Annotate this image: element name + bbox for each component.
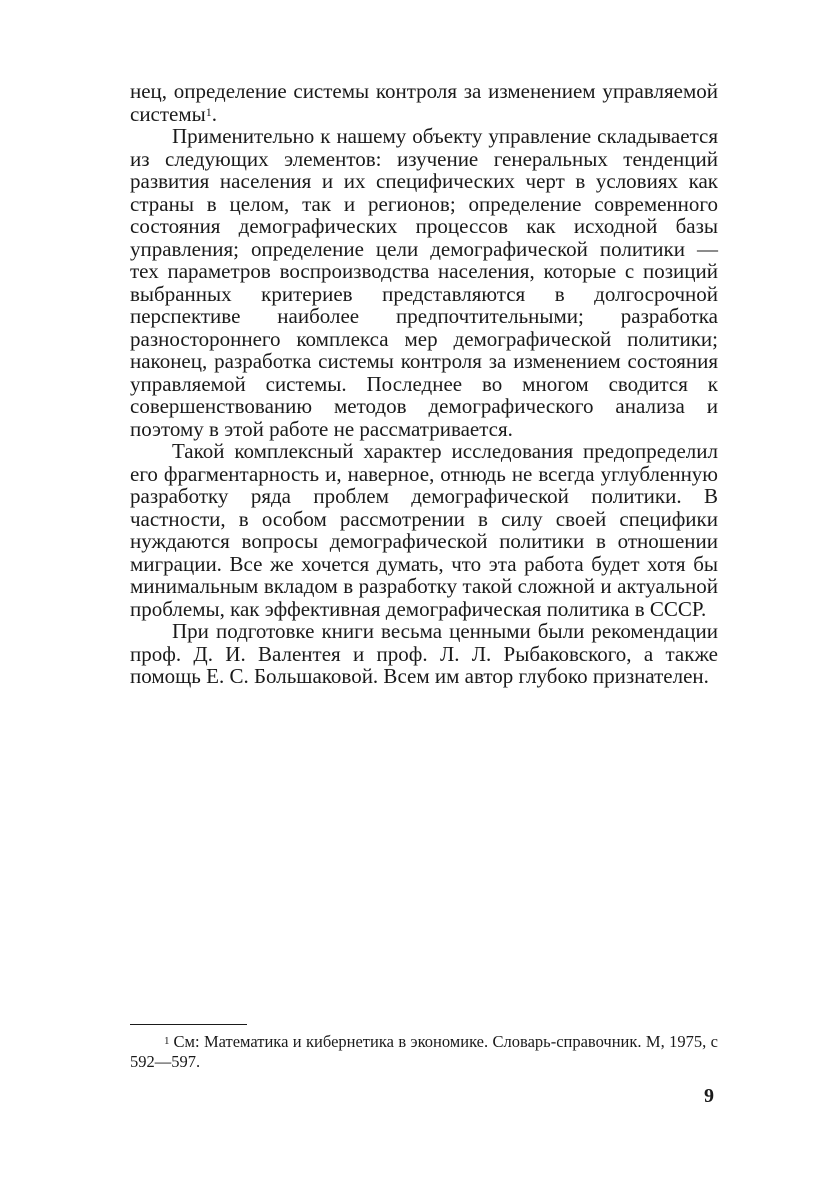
paragraph-3: Такой комплексный характер исследования предопределил его фрагментарность и, наверное, отнюдь не всегда углубленную разработку ряда проблем демографической политики. В частности, в особом рассмотрении в силу своей специфики нуждаются вопросы демографической политики в отношении миграции. Все же хочется думать, что эта работа будет хотя бы минимальным вкладом в разработку такой сложной и актуальной проблемы, как эффективная демографическая политика в СССР. bbox=[130, 439, 718, 621]
footnote bbox=[130, 1032, 718, 1072]
page-body bbox=[130, 80, 718, 688]
page-number: 9 bbox=[704, 1085, 714, 1107]
paragraph-4: При подготовке книги весьма ценными были рекомендации проф. Д. И. Валентея и проф. Л. Л. Рыбаковского, а также помощь Е. С. Большаковой. Всем им автор глубоко признателен. bbox=[130, 619, 718, 688]
paragraph-1-text: нец, определение системы контроля за изменением управляемой системы bbox=[130, 79, 718, 126]
paragraph-continuation: нец, определение системы контроля за изменением управляемой системы$^1$. bbox=[130, 79, 718, 126]
footnote-divider bbox=[130, 1024, 247, 1025]
footnote-text: См: Математика и кибернетика в экономике. Словарь-справочник. М, 1975, с 592—597. bbox=[130, 1032, 718, 1071]
footnote-reference: 1 bbox=[205, 104, 212, 119]
paragraph-2: Применительно к нашему объекту управление складывается из следующих элементов: изучение генеральных тенденций развития населения и их специфических черт в условиях как страны в целом, так и регионов; определение современного состояния демографических процессов как исходной базы управления; определение цели демографической политики — тех параметров воспроизводства населения, которые с позиций выбранных критериев представляются в долгосрочной перспективе наиболее предпочтительными; разработка разностороннего комплекса мер демографической политики; наконец, разработка системы контроля за изменением состояния управляемой системы. Последнее во многом сводится к совершенствованию методов демографического анализа и поэтому в этой работе не рассматривается. bbox=[130, 124, 718, 441]
footnote-marker: 1 bbox=[164, 1035, 170, 1047]
